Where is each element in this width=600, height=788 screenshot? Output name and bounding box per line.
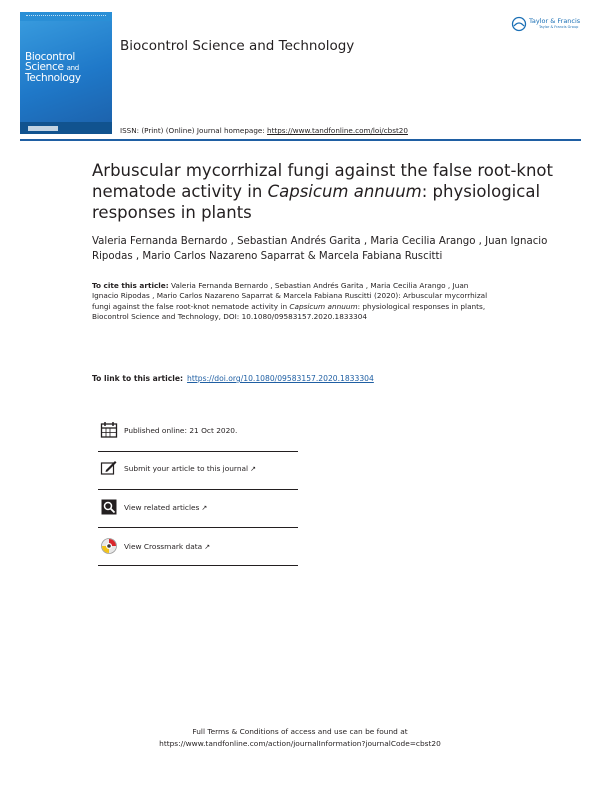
issn-line (120, 126, 408, 135)
crossmark-label: View Crossmark data (124, 542, 203, 551)
journal-homepage-link[interactable]: https://www.tandfonline.com/loi/cbst20 (267, 126, 408, 135)
author-list: Valeria Fernanda Bernardo , Sebastian Andrés Garita , Maria Cecilia Arango , Juan Ignacio Ripodas , Mario Carlos Nazareno Saparrat & Marcela Fabiana Ruscitti (92, 236, 548, 262)
edit-icon (100, 459, 118, 477)
article-link-label: To link to this article: (92, 374, 184, 383)
submit-article-link[interactable] (124, 464, 256, 473)
journal-name: Biocontrol Science and Technology (120, 38, 355, 54)
article-title-part1: Arbuscular mycorrhizal fungi against the false root-knot nematode activity in (92, 161, 553, 201)
cover-publisher-logo (28, 126, 58, 131)
cover-title-line3: Technology (25, 72, 81, 84)
citation-species: Capsicum annuum (289, 301, 358, 311)
cover-title (25, 52, 109, 83)
calendar-icon (100, 421, 118, 439)
related-articles-row[interactable] (98, 498, 298, 526)
citation-text-part2: : physiological responses in plants, Biocontrol Science and Technology, DOI: 10.1080/09583157.2020.1833304 (92, 301, 486, 321)
row-divider (98, 451, 298, 452)
crossmark-link[interactable] (124, 542, 210, 551)
external-link-icon: ↗ (250, 465, 256, 473)
crossmark-icon (100, 537, 118, 555)
related-articles-link[interactable] (124, 503, 207, 512)
row-divider (98, 527, 298, 528)
issn-prefix: ISSN: (Print) (Online) Journal homepage: (120, 126, 265, 135)
article-title (92, 160, 562, 223)
footer-terms-link[interactable]: https://www.tandfonline.com/action/journalInformation?journalCode=cbst20 (159, 739, 441, 748)
citation-block (92, 281, 492, 322)
article-title-part2: : physiological responses in plants (92, 182, 541, 222)
row-divider (98, 565, 298, 566)
footer-terms-text: Full Terms & Conditions of access and use can be found at (192, 727, 408, 736)
submit-article-label: Submit your article to this journal (124, 464, 249, 473)
cover-title-and: and (66, 64, 79, 72)
row-divider (98, 489, 298, 490)
related-articles-label: View related articles (124, 503, 200, 512)
journal-cover-image (20, 12, 112, 134)
cover-title-science: Science (25, 61, 64, 73)
publisher-logo[interactable] (511, 16, 591, 38)
search-related-icon (100, 498, 118, 516)
citation-label: To cite this article: (92, 281, 169, 290)
footer (0, 726, 600, 750)
submit-article-row[interactable] (98, 459, 298, 487)
article-title-species: Capsicum annuum (267, 182, 422, 201)
crossmark-row[interactable] (98, 537, 298, 565)
citation-text-part1: Valeria Fernanda Bernardo , Sebastian Andrés Garita , Maria Cecilia Arango , Juan Ignacio Ripodas , Mario Carlos Nazareno Saparrat & Marcela Fabiana Ruscitti (2020): Arbuscular mycorrhizal fungi against the false root-knot nematode activity in (92, 281, 488, 311)
external-link-icon: ↗ (201, 504, 208, 512)
publisher-group: Taylor & Francis Group (539, 25, 579, 29)
cover-title-line1: Biocontrol (25, 51, 75, 63)
published-online-row (98, 421, 298, 449)
publisher-logo-icon (511, 16, 527, 32)
header-divider (20, 139, 581, 141)
external-link-icon: ↗ (204, 543, 211, 551)
article-doi-link[interactable]: https://doi.org/10.1080/09583157.2020.1833304 (187, 374, 374, 383)
article-link-line (92, 374, 374, 383)
cover-dotted-line (26, 15, 106, 18)
publisher-name: Taylor & Francis (529, 17, 581, 25)
published-online-text: Published online: 21 Oct 2020. (124, 426, 238, 435)
